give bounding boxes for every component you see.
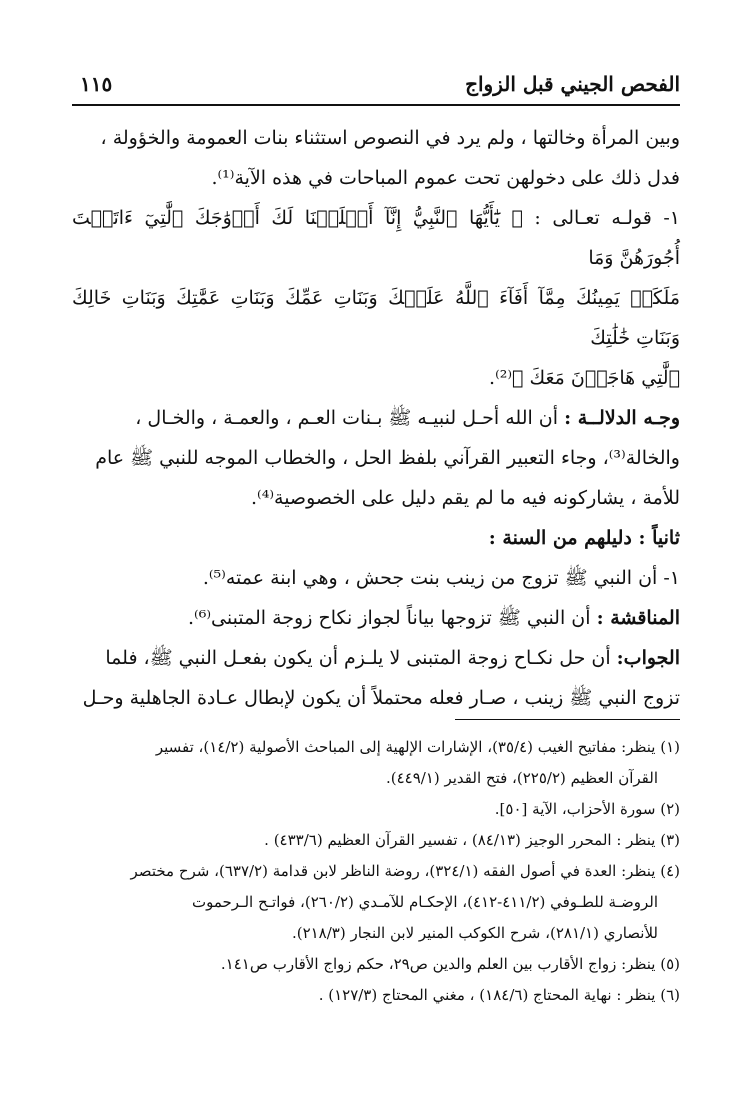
answer-paragraph <box>72 638 680 678</box>
point-lead: ١- قولـه تعـالى : <box>534 207 680 229</box>
footnote-continuation: القرآن العظيم (٢٢٥/٢)، فتح القدير (٤٤٩/١). <box>385 769 658 787</box>
footnotes <box>72 732 680 1011</box>
text-line: ١- أن النبي ﷺ تزوج من زينب بنت جحش ، وهي ابنة عمته⁽⁵⁾. <box>202 567 680 589</box>
text-line: للأمة ، يشاركونه فيه ما لم يقم دليل على الخصوصية⁽⁴⁾. <box>251 487 680 509</box>
text-line: تزوج النبي ﷺ زينب ، صـار فعله محتملاً أن يكون لإبطال عـادة الجاهلية وحـل <box>82 687 680 709</box>
footnote-continuation: للأنصاري (٢٨١/١)، شرح الكوكب المنير لابن النجار (٢١٨/٣). <box>291 924 658 942</box>
verse-paragraph <box>72 198 680 278</box>
text-run: أن حل نكـاح زوجة المتبنى لا يلـزم أن يكون بفعـل النبي ﷺ، فلما <box>105 647 611 669</box>
footnote: (٣) ينظر : المحرر الوجيز (٨٤/١٣) ، تفسير القرآن العظيم (٤٣٣/٦) . <box>264 831 680 849</box>
footnote: (٦) ينظر : نهاية المحتاج (١٨٤/٦) ، مغني المحتاج (١٢٧/٣) . <box>318 986 680 1004</box>
text-line: والخالة⁽³⁾، وجاء التعبير القرآني بلفظ الحل ، والخطاب الموجه للنبي ﷺ عام <box>95 447 680 469</box>
text-run: أن الله أحـل لنبيـه ﷺ بـنات العـم ، والعمـة ، والخـال ، <box>135 407 559 429</box>
text-line: فدل ذلك على دخولهن تحت عموم المباحات في هذه الآية⁽¹⁾. <box>211 167 680 189</box>
text-line: وبين المرأة وخالتها ، ولم يرد في النصوص استثناء بنات العمومة والخؤولة ، <box>100 127 680 149</box>
quran-verse-line: ٱلَّٰتِي هَاجَرۡنَ مَعَكَ ﴾⁽²⁾. <box>489 367 680 389</box>
footnote-divider <box>455 719 680 720</box>
footnote-continuation: الروضـة للطـوفي (٤١١/٢-٤١٢)، الإحكـام للآمـدي (٢٦٠/٢)، فواتـح الـرحموت <box>191 893 658 911</box>
page-number: ١١٥ <box>80 72 113 96</box>
footnote: (٢) سورة الأحزاب، الآية [٥٠]. <box>494 800 680 818</box>
footnote: (٤) ينظر: العدة في أصول الفقه (٣٢٤/١)، روضة الناظر لابن قدامة (٦٣٧/٢)، شرح مختصر <box>130 862 680 880</box>
footnote: (١) ينظر: مفاتيح الغيب (٣٥/٤)، الإشارات الإلهية إلى المباحث الأصولية (١٤/٢)، تفسير <box>155 738 680 756</box>
quran-verse: ﴿ يَٰٓأَيُّهَا ٱلنَّبِيُّ إِنَّآ أَحۡلَلۡنَا لَكَ أَزۡوَٰجَكَ ٱلَّٰتِيٓ ءَاتَيۡتَ أُجُورَهُنَّ وَمَا <box>72 207 680 269</box>
footnote: (٥) ينظر: زواج الأقارب بين العلم والدين ص٢٩، حكم زواج الأقارب ص١٤١. <box>220 955 680 973</box>
main-text <box>72 118 680 718</box>
running-title: الفحص الجيني قبل الزواج <box>465 72 680 96</box>
section-lead: وجـه الدلالــة : <box>564 407 680 429</box>
section-lead: المناقشة : <box>596 607 680 629</box>
text-run: أن النبي ﷺ تزوجها بياناً لجواز نكاح زوجة المتبنى⁽⁶⁾. <box>187 607 591 629</box>
running-header <box>72 72 680 106</box>
section-lead: الجواب: <box>616 647 680 669</box>
section-heading: ثانياً : دليلهم من السنة : <box>488 527 680 549</box>
evidence-paragraph <box>72 398 680 438</box>
discussion-paragraph <box>72 598 680 638</box>
quran-verse-line: مَلَكَتۡ يَمِينُكَ مِمَّآ أَفَآءَ ٱللَّهُ عَلَيۡكَ وَبَنَاتِ عَمِّكَ وَبَنَاتِ عَمَّٰتِكَ وَبَنَاتِ خَالِكَ وَبَنَاتِ خَٰلَٰتِكَ <box>72 287 680 349</box>
